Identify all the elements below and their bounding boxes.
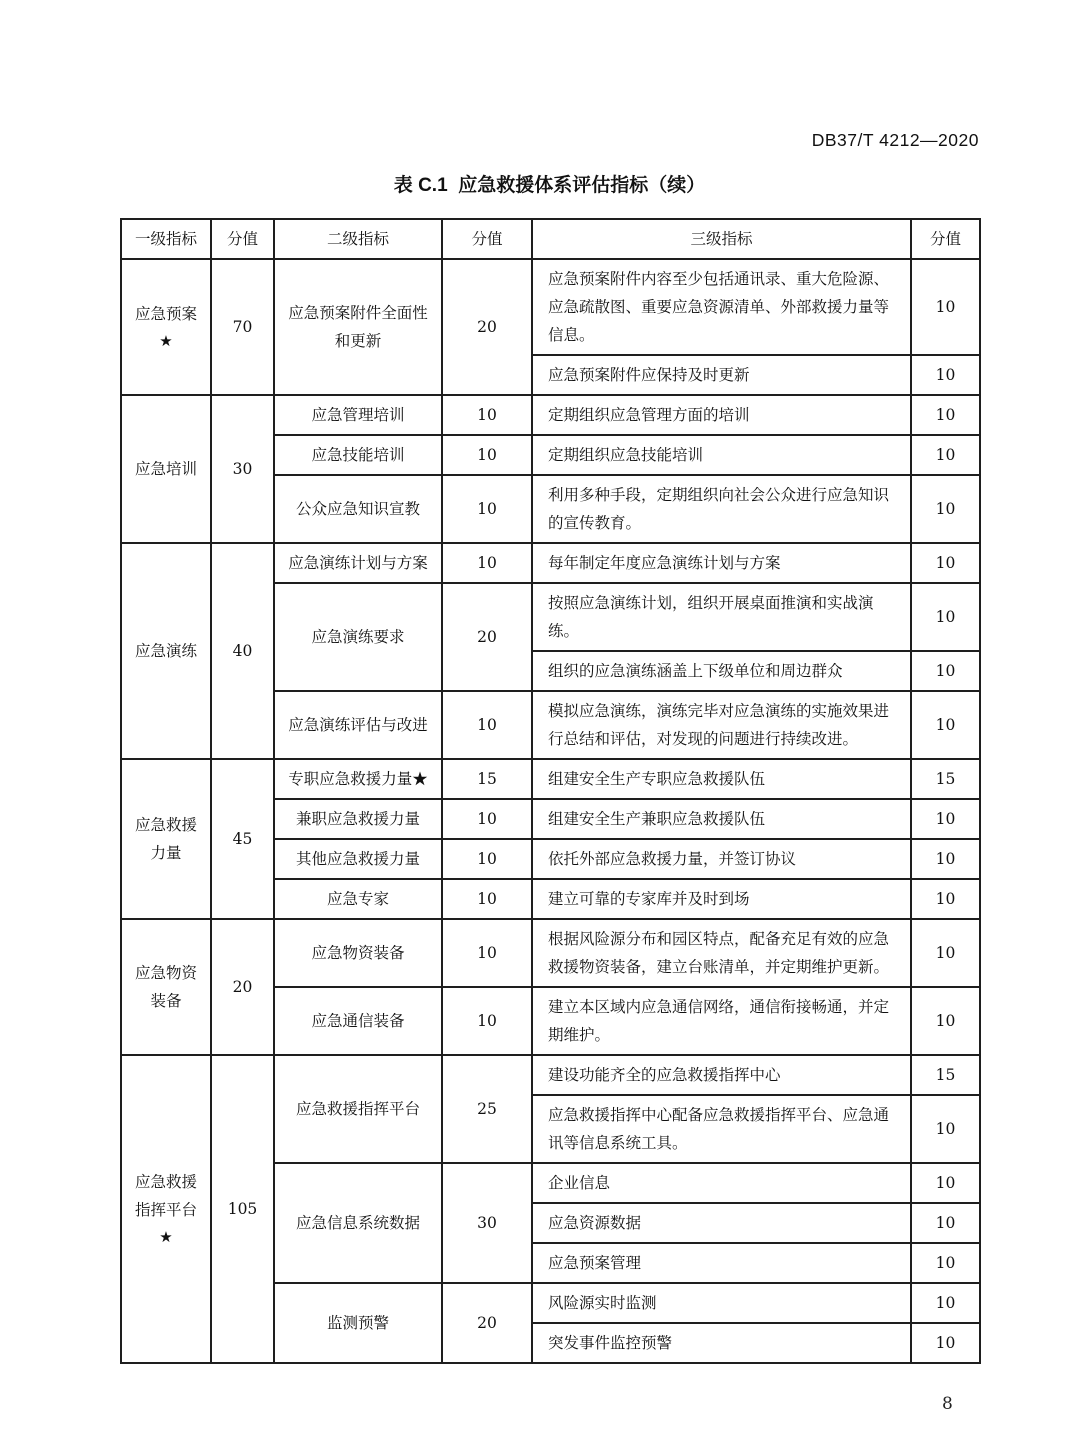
- star-icon: ★: [159, 1228, 173, 1246]
- level2-indicator-cell: 公众应急知识宣教: [274, 475, 442, 543]
- level1-score-cell: 20: [211, 919, 274, 1055]
- level2-score-cell: 10: [442, 475, 532, 543]
- level3-indicator-cell: 组织的应急演练涵盖上下级单位和周边群众: [532, 651, 911, 691]
- level3-score-cell: 10: [911, 259, 980, 355]
- page-number: 8: [942, 1394, 953, 1414]
- level2-indicator-cell: 应急物资装备: [274, 919, 442, 987]
- level1-indicator-cell: [121, 259, 211, 395]
- level3-score-cell: 10: [911, 987, 980, 1055]
- level2-score-cell: 20: [442, 1283, 532, 1363]
- level2-indicator-cell: 应急管理培训: [274, 395, 442, 435]
- level2-indicator-cell: 应急救援指挥平台: [274, 1055, 442, 1163]
- level2-score-cell: 20: [442, 583, 532, 691]
- level2-score-cell: 10: [442, 799, 532, 839]
- level2-indicator-cell: 应急信息系统数据: [274, 1163, 442, 1283]
- level3-score-cell: 10: [911, 475, 980, 543]
- level3-score-cell: 10: [911, 1283, 980, 1323]
- level3-indicator-cell: 每年制定年度应急演练计划与方案: [532, 543, 911, 583]
- level2-indicator-cell: 应急演练要求: [274, 583, 442, 691]
- col-header-level1: 一级指标: [121, 219, 211, 259]
- level3-indicator-cell: 依托外部应急救援力量，并签订协议: [532, 839, 911, 879]
- level1-score-cell: 45: [211, 759, 274, 919]
- level2-score-cell: 15: [442, 759, 532, 799]
- level2-indicator-cell: 监测预警: [274, 1283, 442, 1363]
- level2-score-cell: 20: [442, 259, 532, 395]
- level3-indicator-cell: 应急预案管理: [532, 1243, 911, 1283]
- level2-indicator-cell: 应急专家: [274, 879, 442, 919]
- level3-indicator-cell: 应急预案附件内容至少包括通讯录、重大危险源、应急疏散图、重要应急资源清单、外部救援力量等信息。: [532, 259, 911, 355]
- level3-score-cell: 10: [911, 691, 980, 759]
- level1-indicator-cell: [121, 919, 211, 1055]
- level3-indicator-cell: 建立本区域内应急通信网络，通信衔接畅通，并定期维护。: [532, 987, 911, 1055]
- level3-indicator-cell: 定期组织应急技能培训: [532, 435, 911, 475]
- level1-label: 应急物资装备: [134, 964, 197, 1010]
- level1-score-cell: 40: [211, 543, 274, 759]
- level2-indicator-cell: 专职应急救援力量★: [274, 759, 442, 799]
- level3-score-cell: 10: [911, 1163, 980, 1203]
- evaluation-table: [120, 218, 981, 1364]
- level1-indicator-cell: [121, 395, 211, 543]
- level1-label: 应急救援力量: [134, 816, 197, 862]
- level3-score-cell: 10: [911, 651, 980, 691]
- level3-indicator-cell: 突发事件监控预警: [532, 1323, 911, 1363]
- level3-score-cell: 10: [911, 839, 980, 879]
- level2-score-cell: 10: [442, 395, 532, 435]
- level3-score-cell: 10: [911, 583, 980, 651]
- level2-indicator-cell: 应急预案附件全面性和更新: [274, 259, 442, 395]
- level2-score-cell: 10: [442, 919, 532, 987]
- table-row: [121, 1055, 980, 1095]
- level3-score-cell: 10: [911, 395, 980, 435]
- level3-indicator-cell: 应急预案附件应保持及时更新: [532, 355, 911, 395]
- level3-score-cell: 15: [911, 759, 980, 799]
- star-icon: ★: [159, 332, 173, 350]
- level3-score-cell: 10: [911, 355, 980, 395]
- level2-score-cell: 10: [442, 543, 532, 583]
- table-row: [121, 543, 980, 583]
- level2-score-cell: 10: [442, 839, 532, 879]
- level2-indicator-cell: 应急通信装备: [274, 987, 442, 1055]
- level1-indicator-cell: [121, 543, 211, 759]
- table-row: [121, 259, 980, 355]
- level1-score-cell: 105: [211, 1055, 274, 1363]
- level3-score-cell: 10: [911, 799, 980, 839]
- level2-score-cell: 10: [442, 435, 532, 475]
- col-header-level2: 二级指标: [274, 219, 442, 259]
- level2-score-cell: 10: [442, 879, 532, 919]
- level3-indicator-cell: 组建安全生产专职应急救援队伍: [532, 759, 911, 799]
- level1-label: 应急预案: [134, 305, 197, 323]
- level1-label: 应急演练: [134, 642, 197, 660]
- level3-indicator-cell: 根据风险源分布和园区特点，配备充足有效的应急救援物资装备，建立台账清单，并定期维护更新。: [532, 919, 911, 987]
- level1-indicator-cell: [121, 759, 211, 919]
- table-row: [121, 759, 980, 799]
- level3-score-cell: 15: [911, 1055, 980, 1095]
- level3-indicator-cell: 风险源实时监测: [532, 1283, 911, 1323]
- level3-indicator-cell: 建设功能齐全的应急救援指挥中心: [532, 1055, 911, 1095]
- level3-indicator-cell: 利用多种手段，定期组织向社会公众进行应急知识的宣传教育。: [532, 475, 911, 543]
- level3-score-cell: 10: [911, 1203, 980, 1243]
- level1-label: 应急救援指挥平台: [134, 1173, 197, 1219]
- level3-indicator-cell: 建立可靠的专家库并及时到场: [532, 879, 911, 919]
- level3-indicator-cell: 企业信息: [532, 1163, 911, 1203]
- level3-indicator-cell: 模拟应急演练，演练完毕对应急演练的实施效果进行总结和评估，对发现的问题进行持续改进。: [532, 691, 911, 759]
- level3-score-cell: 10: [911, 879, 980, 919]
- level3-score-cell: 10: [911, 1323, 980, 1363]
- col-header-score3: 分值: [911, 219, 980, 259]
- level1-score-cell: 30: [211, 395, 274, 543]
- level2-indicator-cell: 应急演练计划与方案: [274, 543, 442, 583]
- table-row: [121, 919, 980, 987]
- col-header-score1: 分值: [211, 219, 274, 259]
- level2-score-cell: 30: [442, 1163, 532, 1283]
- level2-score-cell: 10: [442, 691, 532, 759]
- level3-score-cell: 10: [911, 1243, 980, 1283]
- level2-score-cell: 25: [442, 1055, 532, 1163]
- level3-score-cell: 10: [911, 919, 980, 987]
- level2-score-cell: 10: [442, 987, 532, 1055]
- level3-indicator-cell: 定期组织应急管理方面的培训: [532, 395, 911, 435]
- level3-score-cell: 10: [911, 543, 980, 583]
- level1-label: 应急培训: [134, 460, 197, 478]
- table-row: [121, 395, 980, 435]
- level3-score-cell: 10: [911, 435, 980, 475]
- standard-code: DB37/T 4212—2020: [811, 130, 979, 150]
- level3-indicator-cell: 按照应急演练计划，组织开展桌面推演和实战演练。: [532, 583, 911, 651]
- level2-indicator-cell: 应急技能培训: [274, 435, 442, 475]
- col-header-level3: 三级指标: [532, 219, 911, 259]
- table-title: 表 C.1 应急救援体系评估指标（续）: [393, 175, 706, 196]
- level3-indicator-cell: 应急资源数据: [532, 1203, 911, 1243]
- table-header-row: [121, 219, 980, 259]
- level1-indicator-cell: [121, 1055, 211, 1363]
- level2-indicator-cell: 兼职应急救援力量: [274, 799, 442, 839]
- level3-indicator-cell: 应急救援指挥中心配备应急救援指挥平台、应急通讯等信息系统工具。: [532, 1095, 911, 1163]
- level3-score-cell: 10: [911, 1095, 980, 1163]
- col-header-score2: 分值: [442, 219, 532, 259]
- level1-score-cell: 70: [211, 259, 274, 395]
- level3-indicator-cell: 组建安全生产兼职应急救援队伍: [532, 799, 911, 839]
- level2-indicator-cell: 其他应急救援力量: [274, 839, 442, 879]
- level2-indicator-cell: 应急演练评估与改进: [274, 691, 442, 759]
